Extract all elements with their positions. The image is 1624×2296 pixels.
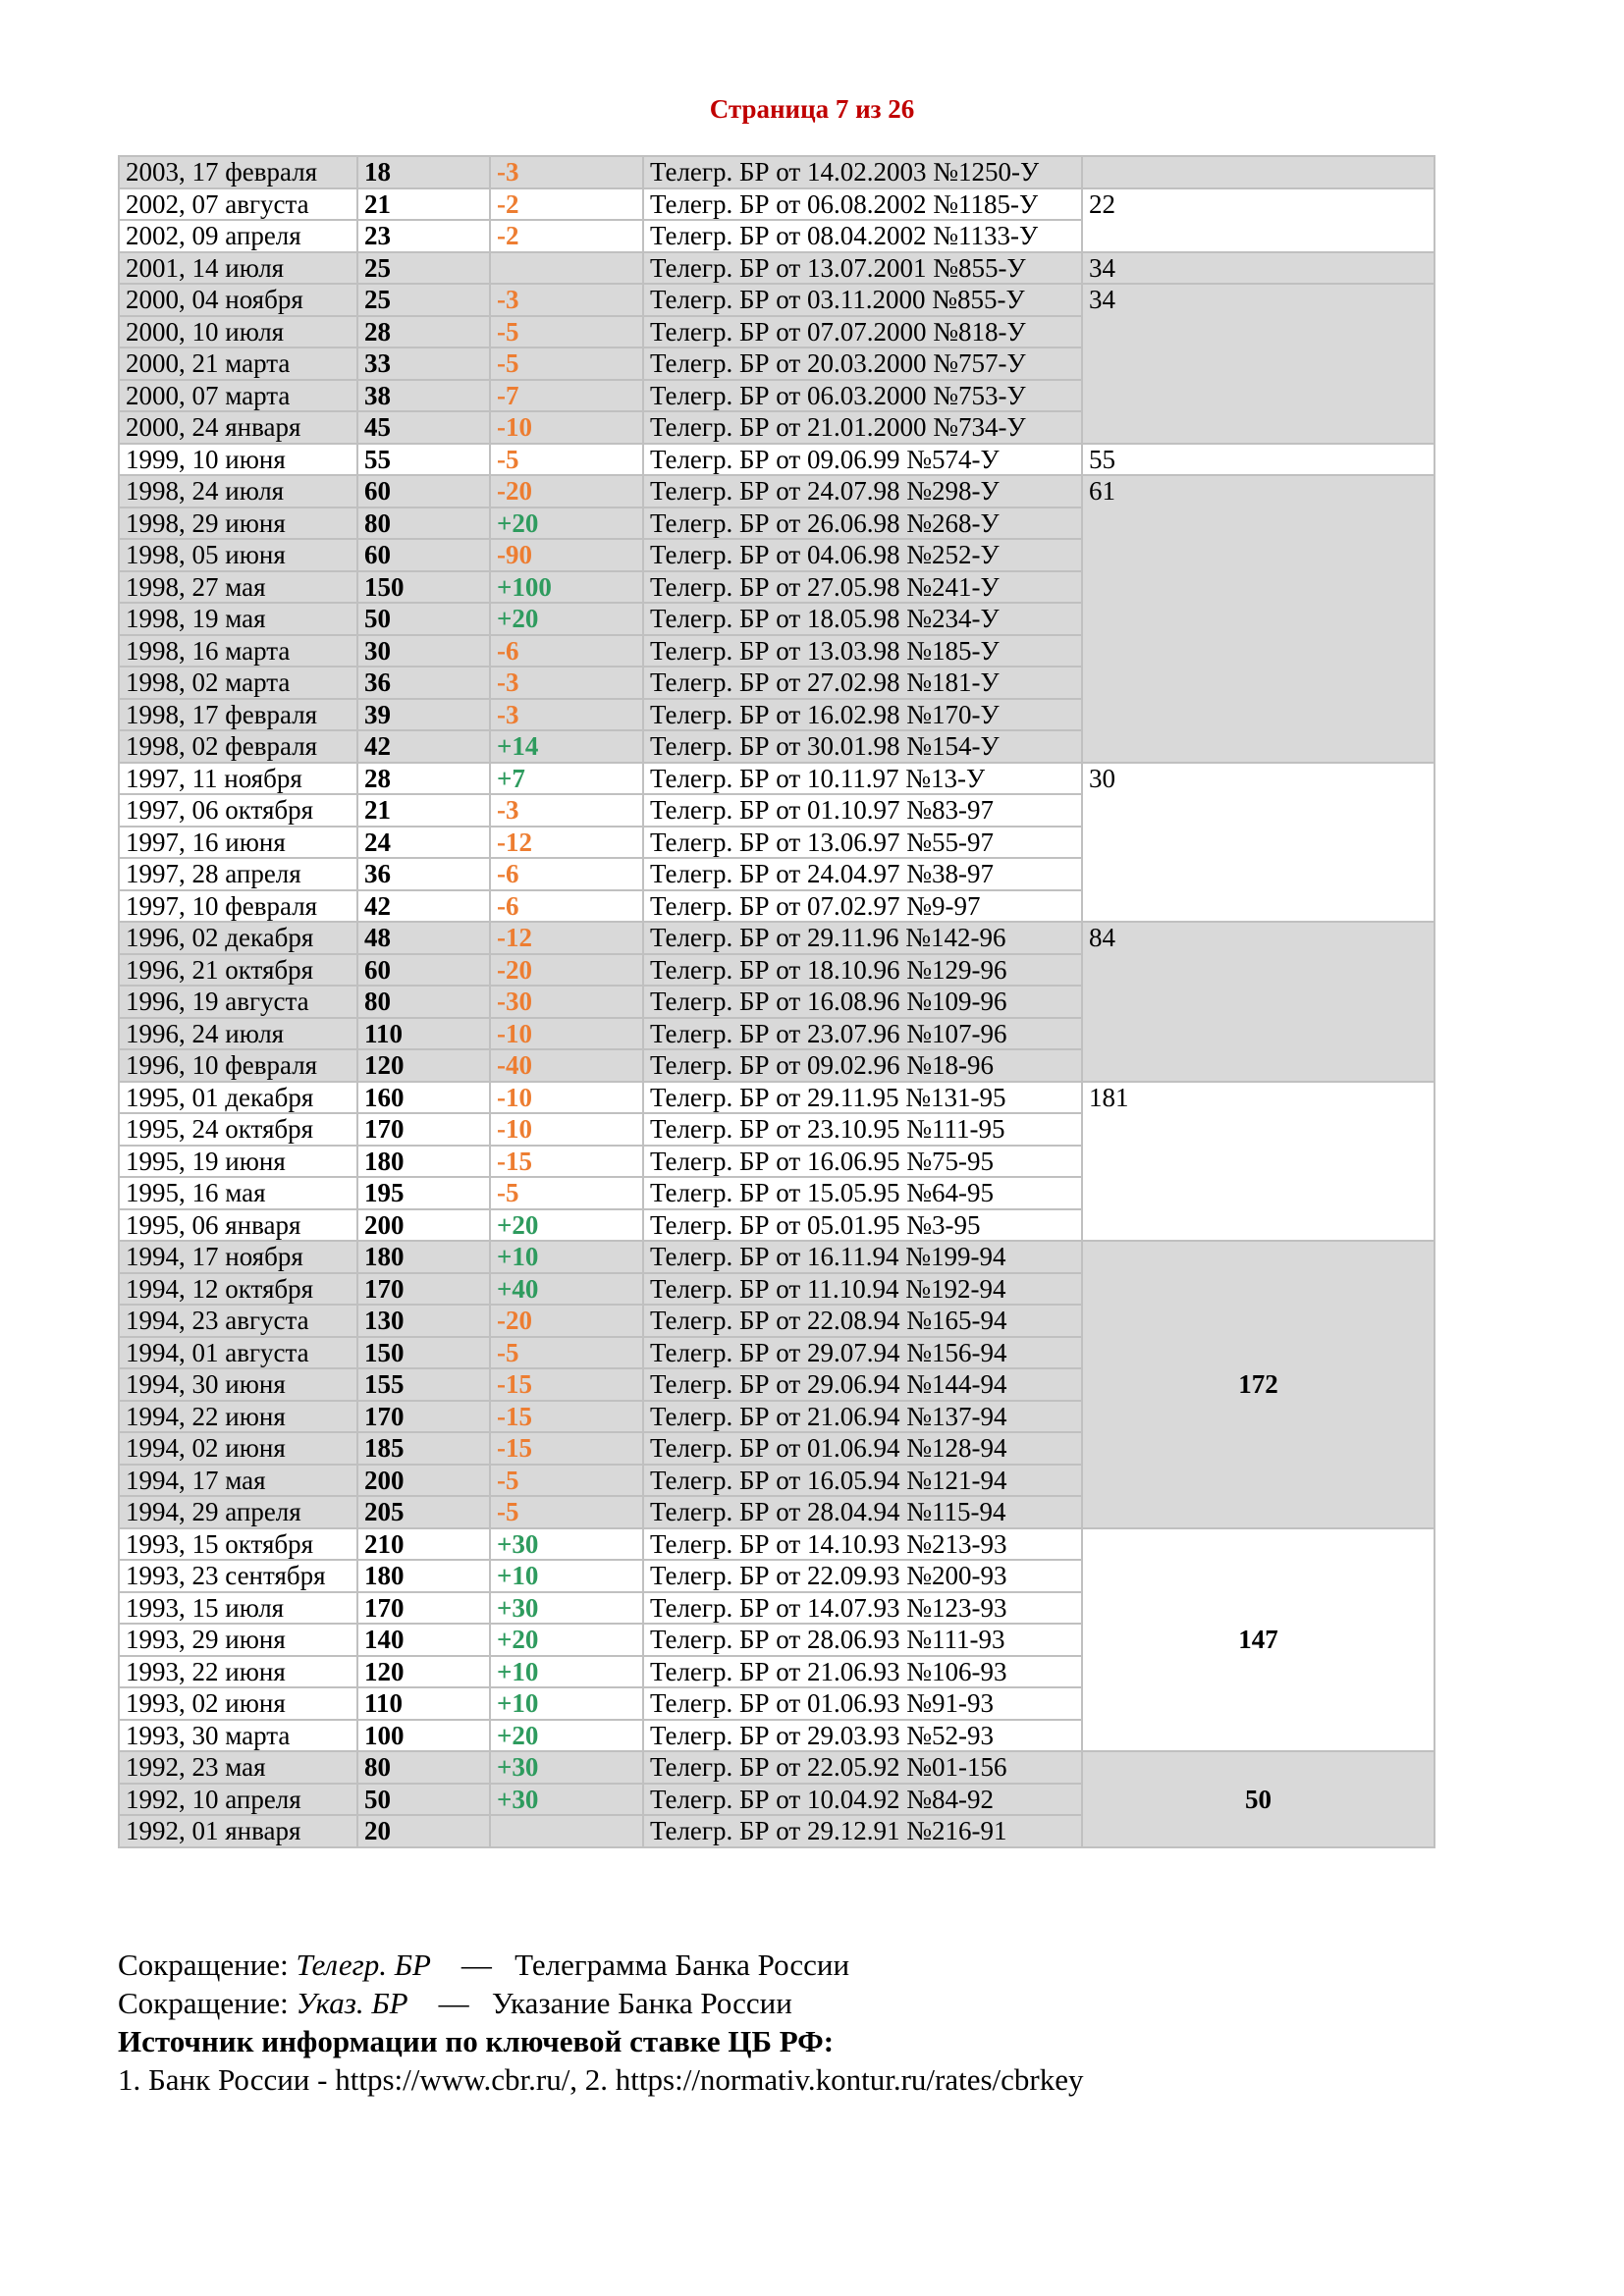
document-cell: Телегр. БР от 27.05.98 №241-У [643,571,1082,604]
abbr-prefix: Сокращение: [118,1986,297,2020]
date-cell: 1997, 10 февраля [119,890,357,923]
rate-cell: 140 [357,1624,490,1656]
change-cell: -20 [490,954,643,987]
change-cell: -5 [490,1465,643,1497]
date-cell: 1995, 06 января [119,1209,357,1242]
change-cell: +20 [490,1209,643,1242]
date-cell: 1995, 01 декабря [119,1082,357,1114]
date-cell: 2000, 07 марта [119,380,357,412]
change-cell: -3 [490,156,643,188]
rate-cell: 60 [357,954,490,987]
table-row [119,1241,1435,1273]
date-cell: 1998, 02 февраля [119,730,357,763]
period-average-cell: 50 [1082,1751,1435,1847]
rate-cell: 42 [357,730,490,763]
rate-cell: 170 [357,1401,490,1433]
date-cell: 1998, 19 мая [119,603,357,635]
date-cell: 1997, 16 июня [119,827,357,859]
change-cell: -15 [490,1401,643,1433]
document-cell: Телегр. БР от 20.03.2000 №757-У [643,347,1082,380]
period-average-cell: 172 [1082,1241,1435,1528]
date-cell: 2000, 21 марта [119,347,357,380]
document-cell: Телегр. БР от 18.05.98 №234-У [643,603,1082,635]
change-cell: -6 [490,890,643,923]
change-cell: -5 [490,347,643,380]
document-cell: Телегр. БР от 27.02.98 №181-У [643,667,1082,699]
date-cell: 1993, 29 июня [119,1624,357,1656]
key-rate-history-table [118,155,1435,1848]
date-cell: 1998, 05 июня [119,539,357,571]
change-cell: +10 [490,1560,643,1592]
document-cell: Телегр. БР от 14.07.93 №123-93 [643,1592,1082,1625]
abbr-term: Указ. БР [296,1986,408,2020]
document-cell: Телегр. БР от 09.02.96 №18-96 [643,1049,1082,1082]
document-cell: Телегр. БР от 06.03.2000 №753-У [643,380,1082,412]
rate-cell: 160 [357,1082,490,1114]
date-cell: 1998, 27 мая [119,571,357,604]
abbreviation-telegram [118,1946,1492,1984]
change-cell: +10 [490,1241,643,1273]
change-cell: +30 [490,1751,643,1784]
rate-cell: 155 [357,1368,490,1401]
document-cell: Телегр. БР от 16.02.98 №170-У [643,699,1082,731]
period-average-cell: 34 [1082,252,1435,285]
table-row [119,188,1435,221]
change-cell: +100 [490,571,643,604]
date-cell: 2000, 04 ноября [119,284,357,316]
document-cell: Телегр. БР от 13.06.97 №55-97 [643,827,1082,859]
rate-cell: 205 [357,1496,490,1528]
abbr-prefix: Сокращение: [118,1948,297,1982]
document-cell: Телегр. БР от 14.10.93 №213-93 [643,1528,1082,1561]
rate-cell: 110 [357,1687,490,1720]
change-cell: -20 [490,1305,643,1337]
change-cell: +20 [490,1720,643,1752]
rate-cell: 60 [357,475,490,507]
date-cell: 1992, 10 апреля [119,1784,357,1816]
rate-cell: 21 [357,794,490,827]
change-cell: -6 [490,858,643,890]
change-cell: -15 [490,1432,643,1465]
period-average-cell: 34 [1082,284,1435,444]
period-average-cell: 181 [1082,1082,1435,1242]
change-cell: +10 [490,1687,643,1720]
document-cell: Телегр. БР от 07.02.97 №9-97 [643,890,1082,923]
rate-cell: 42 [357,890,490,923]
rate-cell: 185 [357,1432,490,1465]
table-row [119,252,1435,285]
date-cell: 1997, 11 ноября [119,763,357,795]
document-cell: Телегр. БР от 21.06.94 №137-94 [643,1401,1082,1433]
change-cell: +10 [490,1656,643,1688]
date-cell: 1998, 29 июня [119,507,357,540]
document-cell: Телегр. БР от 24.04.97 №38-97 [643,858,1082,890]
document-cell: Телегр. БР от 29.12.91 №216-91 [643,1815,1082,1847]
document-cell: Телегр. БР от 14.02.2003 №1250-У [643,156,1082,188]
table-row [119,156,1435,188]
document-cell: Телегр. БР от 21.06.93 №106-93 [643,1656,1082,1688]
document-cell: Телегр. БР от 01.06.93 №91-93 [643,1687,1082,1720]
date-cell: 1995, 16 мая [119,1177,357,1209]
period-average-cell: 61 [1082,475,1435,763]
change-cell: -30 [490,986,643,1018]
change-cell: -5 [490,1177,643,1209]
table-row [119,1082,1435,1114]
document-cell: Телегр. БР от 16.11.94 №199-94 [643,1241,1082,1273]
abbr-dash: — [438,1986,469,2020]
rate-cell: 200 [357,1465,490,1497]
rate-cell: 28 [357,763,490,795]
date-cell: 1994, 17 мая [119,1465,357,1497]
rate-cell: 50 [357,603,490,635]
period-average-cell: 30 [1082,763,1435,923]
rate-cell: 60 [357,539,490,571]
document-cell: Телегр. БР от 22.09.93 №200-93 [643,1560,1082,1592]
period-average-cell: 147 [1082,1528,1435,1752]
date-cell: 2000, 24 января [119,411,357,444]
date-cell: 1994, 29 апреля [119,1496,357,1528]
date-cell: 1993, 30 марта [119,1720,357,1752]
date-cell: 1994, 17 ноября [119,1241,357,1273]
document-cell: Телегр. БР от 29.07.94 №156-94 [643,1337,1082,1369]
date-cell: 1994, 01 августа [119,1337,357,1369]
source-links: 1. Банк России - https://www.cbr.ru/, 2. https://normativ.kontur.ru/rates/cbrkey [118,2062,1084,2097]
rate-cell: 120 [357,1656,490,1688]
document-cell: Телегр. БР от 22.08.94 №165-94 [643,1305,1082,1337]
change-cell: -12 [490,827,643,859]
document-cell: Телегр. БР от 29.11.95 №131-95 [643,1082,1082,1114]
change-cell: +20 [490,507,643,540]
date-cell: 1994, 12 октября [119,1273,357,1306]
rate-cell: 180 [357,1146,490,1178]
document-cell: Телегр. БР от 21.01.2000 №734-У [643,411,1082,444]
rate-cell: 36 [357,667,490,699]
change-cell: -6 [490,635,643,667]
abbr-meaning: Телеграмма Банка России [514,1948,850,1982]
rate-cell: 110 [357,1018,490,1050]
document-cell: Телегр. БР от 29.11.96 №142-96 [643,922,1082,954]
date-cell: 1998, 02 марта [119,667,357,699]
date-cell: 2002, 07 августа [119,188,357,221]
abbr-term: Телегр. БР [296,1948,431,1982]
document-cell: Телегр. БР от 13.03.98 №185-У [643,635,1082,667]
abbr-meaning: Указание Банка России [491,1986,792,2020]
change-cell: +20 [490,1624,643,1656]
rate-cell: 50 [357,1784,490,1816]
document-cell: Телегр. БР от 22.05.92 №01-156 [643,1751,1082,1784]
rate-cell: 25 [357,252,490,285]
rate-cell: 24 [357,827,490,859]
rate-cell: 80 [357,507,490,540]
change-cell: -5 [490,1496,643,1528]
source-heading: Источник информации по ключевой ставке ЦБ РФ: [118,2024,835,2058]
date-cell: 1993, 15 октября [119,1528,357,1561]
table-row [119,444,1435,476]
date-cell: 1997, 28 апреля [119,858,357,890]
document-cell: Телегр. БР от 28.04.94 №115-94 [643,1496,1082,1528]
change-cell [490,1815,643,1847]
rate-cell: 23 [357,220,490,252]
table-row [119,475,1435,507]
change-cell [490,252,643,285]
document-cell: Телегр. БР от 11.10.94 №192-94 [643,1273,1082,1306]
date-cell: 1994, 23 августа [119,1305,357,1337]
rate-cell: 36 [357,858,490,890]
date-cell: 1993, 15 июля [119,1592,357,1625]
document-cell: Телегр. БР от 28.06.93 №111-93 [643,1624,1082,1656]
rate-cell: 150 [357,571,490,604]
period-average-cell [1082,156,1435,188]
rate-cell: 120 [357,1049,490,1082]
date-cell: 1995, 24 октября [119,1113,357,1146]
change-cell: -5 [490,1337,643,1369]
rate-cell: 28 [357,316,490,348]
change-cell: -10 [490,1113,643,1146]
change-cell: +14 [490,730,643,763]
change-cell: -3 [490,284,643,316]
change-cell: -3 [490,667,643,699]
change-cell: -12 [490,922,643,954]
document-cell: Телегр. БР от 10.11.97 №13-У [643,763,1082,795]
rate-cell: 21 [357,188,490,221]
date-cell: 2001, 14 июля [119,252,357,285]
period-average-cell: 22 [1082,188,1435,252]
table-row [119,763,1435,795]
date-cell: 1996, 24 июля [119,1018,357,1050]
change-cell: -3 [490,794,643,827]
document-cell: Телегр. БР от 01.06.94 №128-94 [643,1432,1082,1465]
change-cell: -10 [490,1082,643,1114]
document-cell: Телегр. БР от 29.03.93 №52-93 [643,1720,1082,1752]
period-average-cell: 55 [1082,444,1435,476]
document-cell: Телегр. БР от 01.10.97 №83-97 [643,794,1082,827]
document-cell: Телегр. БР от 23.10.95 №111-95 [643,1113,1082,1146]
table-row [119,1751,1435,1784]
date-cell: 1996, 19 августа [119,986,357,1018]
rate-cell: 150 [357,1337,490,1369]
rate-cell: 20 [357,1815,490,1847]
document-cell: Телегр. БР от 16.06.95 №75-95 [643,1146,1082,1178]
change-cell: +7 [490,763,643,795]
document-cell: Телегр. БР от 16.08.96 №109-96 [643,986,1082,1018]
date-cell: 1996, 02 декабря [119,922,357,954]
document-cell: Телегр. БР от 07.07.2000 №818-У [643,316,1082,348]
change-cell: -15 [490,1146,643,1178]
document-cell: Телегр. БР от 10.04.92 №84-92 [643,1784,1082,1816]
change-cell: -2 [490,220,643,252]
change-cell: +40 [490,1273,643,1306]
date-cell: 1993, 23 сентября [119,1560,357,1592]
period-average-cell: 84 [1082,922,1435,1082]
document-cell: Телегр. БР от 16.05.94 №121-94 [643,1465,1082,1497]
table-row [119,284,1435,316]
change-cell: -20 [490,475,643,507]
rate-cell: 80 [357,986,490,1018]
date-cell: 1996, 21 октября [119,954,357,987]
notes-section [118,1946,1492,2099]
date-cell: 1998, 24 июля [119,475,357,507]
date-cell: 1992, 01 января [119,1815,357,1847]
page-header: Страница 7 из 26 [709,94,915,124]
rate-cell: 33 [357,347,490,380]
document-cell: Телегр. БР от 24.07.98 №298-У [643,475,1082,507]
document-cell: Телегр. БР от 29.06.94 №144-94 [643,1368,1082,1401]
abbr-dash: — [460,1948,492,1982]
rate-cell: 170 [357,1592,490,1625]
date-cell: 1994, 30 июня [119,1368,357,1401]
date-cell: 1994, 22 июня [119,1401,357,1433]
rate-cell: 30 [357,635,490,667]
change-cell: +30 [490,1592,643,1625]
change-cell: -10 [490,411,643,444]
date-cell: 1995, 19 июня [119,1146,357,1178]
document-cell: Телегр. БР от 23.07.96 №107-96 [643,1018,1082,1050]
change-cell: +30 [490,1528,643,1561]
change-cell: -40 [490,1049,643,1082]
table-row [119,1528,1435,1561]
change-cell: -7 [490,380,643,412]
document-cell: Телегр. БР от 13.07.2001 №855-У [643,252,1082,285]
rate-cell: 170 [357,1273,490,1306]
change-cell: -5 [490,444,643,476]
document-cell: Телегр. БР от 15.05.95 №64-95 [643,1177,1082,1209]
change-cell: -15 [490,1368,643,1401]
rate-cell: 25 [357,284,490,316]
date-cell: 1997, 06 октября [119,794,357,827]
rate-cell: 39 [357,699,490,731]
change-cell: -3 [490,699,643,731]
rate-cell: 195 [357,1177,490,1209]
change-cell: -5 [490,316,643,348]
rate-cell: 45 [357,411,490,444]
abbreviation-directive [118,1984,1492,2022]
rate-cell: 38 [357,380,490,412]
date-cell: 1994, 02 июня [119,1432,357,1465]
rate-cell: 80 [357,1751,490,1784]
date-cell: 2003, 17 февраля [119,156,357,188]
document-cell: Телегр. БР от 18.10.96 №129-96 [643,954,1082,987]
document-cell: Телегр. БР от 30.01.98 №154-У [643,730,1082,763]
document-cell: Телегр. БР от 06.08.2002 №1185-У [643,188,1082,221]
document-cell: Телегр. БР от 26.06.98 №268-У [643,507,1082,540]
rate-cell: 55 [357,444,490,476]
date-cell: 1993, 02 июня [119,1687,357,1720]
document-cell: Телегр. БР от 04.06.98 №252-У [643,539,1082,571]
rate-cell: 100 [357,1720,490,1752]
date-cell: 1998, 17 февраля [119,699,357,731]
rate-cell: 170 [357,1113,490,1146]
rate-cell: 180 [357,1560,490,1592]
date-cell: 1992, 23 мая [119,1751,357,1784]
change-cell: -90 [490,539,643,571]
change-cell: +30 [490,1784,643,1816]
table-row [119,922,1435,954]
rate-cell: 18 [357,156,490,188]
date-cell: 2000, 10 июля [119,316,357,348]
change-cell: +20 [490,603,643,635]
date-cell: 2002, 09 апреля [119,220,357,252]
date-cell: 1993, 22 июня [119,1656,357,1688]
rate-cell: 130 [357,1305,490,1337]
rate-cell: 210 [357,1528,490,1561]
document-cell: Телегр. БР от 09.06.99 №574-У [643,444,1082,476]
date-cell: 1999, 10 июня [119,444,357,476]
date-cell: 1996, 10 февраля [119,1049,357,1082]
rate-cell: 48 [357,922,490,954]
rate-cell: 180 [357,1241,490,1273]
document-cell: Телегр. БР от 08.04.2002 №1133-У [643,220,1082,252]
document-cell: Телегр. БР от 03.11.2000 №855-У [643,284,1082,316]
document-cell: Телегр. БР от 05.01.95 №3-95 [643,1209,1082,1242]
change-cell: -2 [490,188,643,221]
date-cell: 1998, 16 марта [119,635,357,667]
change-cell: -10 [490,1018,643,1050]
rate-cell: 200 [357,1209,490,1242]
